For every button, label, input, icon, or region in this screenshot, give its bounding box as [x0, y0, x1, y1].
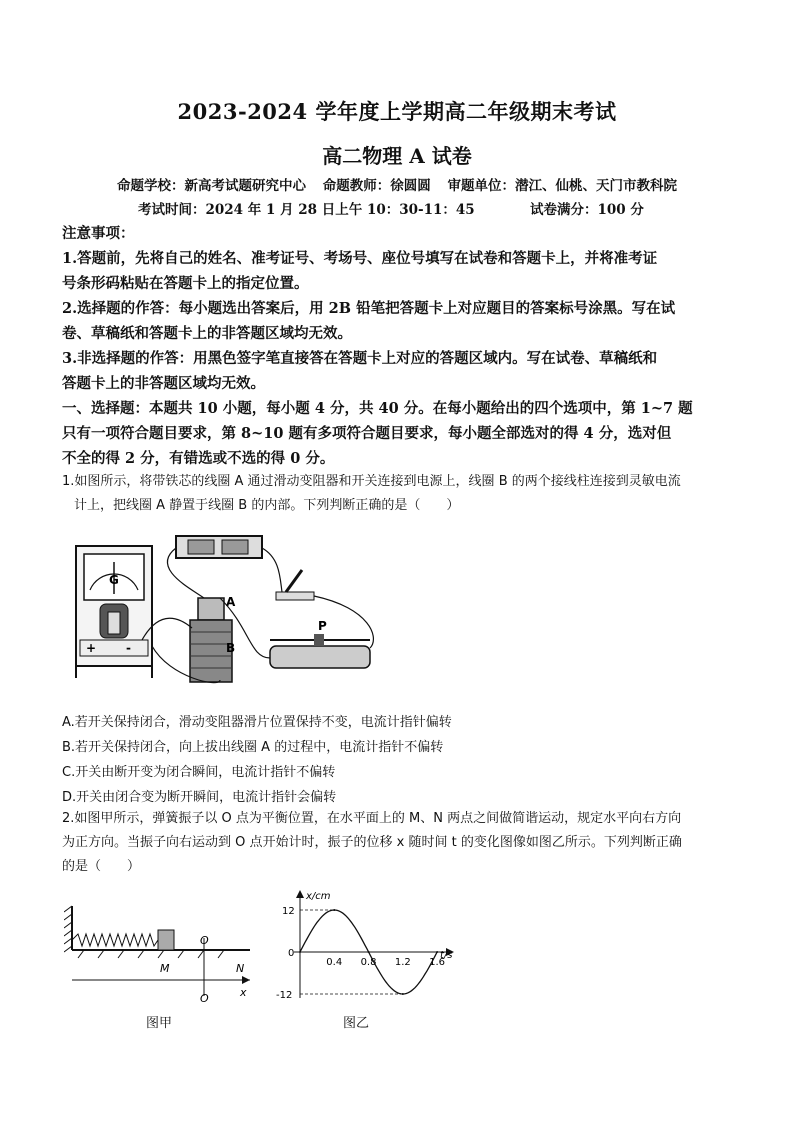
- school-text: 命题学校：新高考试题研究中心: [117, 178, 307, 194]
- exam-meta-line2: [138, 198, 698, 218]
- note-line: 号条形码粘贴在答题卡上的指定位置。: [62, 275, 309, 292]
- exam-meta-line1: [0, 174, 794, 194]
- y-tick-label: 12: [282, 906, 295, 917]
- x-axis-title: t/s: [440, 950, 453, 961]
- notes-block: [62, 221, 734, 471]
- oscillator-block: [158, 930, 174, 950]
- minus-label: -: [126, 641, 131, 655]
- section-line: 不全的得 2 分，有错选或不选的得 0 分。: [62, 450, 335, 467]
- note-line: 1.答题前，先将自己的姓名、准考证号、考场号、座位号填写在试卷和答题卡上，并将准考证: [62, 250, 658, 267]
- note-line: 答题卡上的非答题区域均无效。: [62, 375, 265, 392]
- note-line: 3.非选择题的作答：用黑色签字笔直接答在答题卡上对应的答题区域内。写在试卷、草稿纸和: [62, 350, 658, 367]
- question-1-figure: [70, 528, 400, 703]
- switch: [276, 592, 314, 600]
- exam-title: 2023-2024 学年度上学期高二年级期末考试: [177, 99, 617, 124]
- point-o-top: O: [200, 934, 209, 947]
- notes-heading: 注意事项：: [62, 225, 135, 242]
- q1-option-b: B.若开关保持闭合，向上拔出线圈 A 的过程中，电流计指针不偏转: [62, 740, 444, 755]
- q1-option-d: D.开关由闭合变为断开瞬间，电流计指针会偏转: [62, 790, 337, 805]
- caption-figure-b: 图乙: [343, 1016, 370, 1031]
- axis-x-label: x: [240, 986, 247, 999]
- x-tick-label: 1.6: [429, 957, 446, 968]
- g-label: G: [109, 573, 119, 587]
- q1-option-c: C.开关由断开变为闭合瞬间，电流计指针不偏转: [62, 765, 336, 780]
- exam-subtitle: 高二物理 A 试卷: [322, 144, 472, 168]
- reviewer-text: 审题单位：潜江、仙桃、天门市教科院: [447, 178, 677, 194]
- x-tick-label: 0.8: [360, 957, 377, 968]
- question-line: 计上，把线圈 A 静置于线圈 B 的内部。下列判断正确的是（ ）: [74, 498, 460, 513]
- y-axis-title: x/cm: [306, 891, 331, 902]
- caption-figure-a: 图甲: [146, 1016, 173, 1031]
- note-line: 卷、草稿纸和答题卡上的非答题区域均无效。: [62, 325, 352, 342]
- coil-b-label: B: [226, 641, 236, 655]
- y-tick-label: -12: [276, 990, 293, 1001]
- point-n: N: [236, 962, 245, 975]
- time-text: 考试时间：2024 年 1 月 28 日上午 10：30-11：45: [138, 202, 475, 218]
- x-tick-label: 1.2: [394, 957, 411, 968]
- x-tick-label: 0.4: [326, 957, 343, 968]
- coil-a-label: A: [226, 595, 236, 609]
- question-1-stem: [62, 470, 734, 518]
- figure-a-spring-oscillator: [64, 898, 264, 1008]
- teacher-text: 命题教师：徐圆圆: [322, 178, 431, 194]
- origin-label: 0: [288, 948, 295, 959]
- question-line: 1.如图所示，将带铁芯的线圈 A 通过滑动变阻器和开关连接到电源上，线圈 B 的两个接线柱连接到灵敏电流: [62, 474, 681, 489]
- figure-b-xt-chart: [276, 886, 466, 1006]
- spring: [72, 934, 158, 946]
- point-m: M: [160, 962, 170, 975]
- section-line: 一、选择题：本题共 10 小题，每小题 4 分，共 40 分。在每小题给出的四个选项中，第 1~7 题: [62, 400, 693, 417]
- question-line: 的是（ ）: [62, 859, 141, 874]
- q1-option-a: A.若开关保持闭合，滑动变阻器滑片位置保持不变，电流计指针偏转: [62, 715, 452, 730]
- question-line: 2.如图甲所示，弹簧振子以 O 点为平衡位置，在水平面上的 M、N 两点之间做简谐运动，规定水平向右方向: [62, 811, 682, 826]
- coil-a: [198, 598, 224, 620]
- plus-label: +: [86, 641, 97, 655]
- question-2-stem: [62, 807, 734, 879]
- slider-label: P: [318, 619, 327, 633]
- full-score-text: 试卷满分：100 分: [530, 202, 644, 218]
- point-o-bottom: O: [200, 992, 209, 1005]
- note-line: 2.选择题的作答：每小题选出答案后，用 2B 铅笔把答题卡上对应题目的答案标号涂黑。写在试: [62, 300, 676, 317]
- question-line: 为正方向。当振子向右运动到 O 点开始计时，振子的位移 x 随时间 t 的变化图像如图乙所示。下列判断正确: [62, 835, 682, 850]
- section-line: 只有一项符合题目要求，第 8~10 题有多项符合题目要求，每小题全部选对的得 4 分，选对但: [62, 425, 672, 442]
- rheostat: [270, 646, 370, 668]
